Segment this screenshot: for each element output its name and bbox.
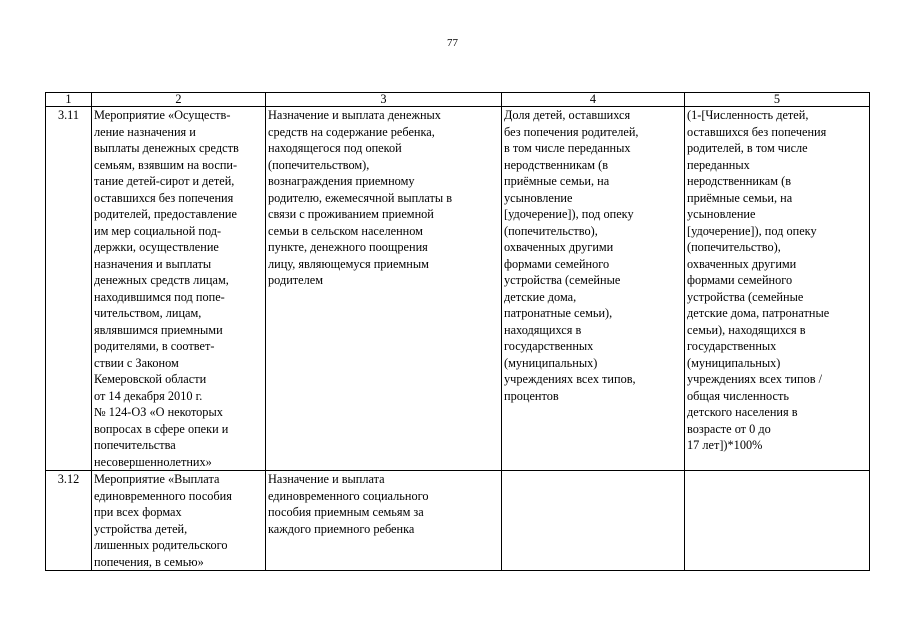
row-number: 3.12 — [46, 471, 92, 571]
indicator-cell — [502, 471, 685, 571]
column-header-5: 5 — [685, 93, 870, 107]
column-header-4: 4 — [502, 93, 685, 107]
table-row — [46, 471, 870, 571]
event-content-cell: Назначение и выплата единовременного социального пособия приемным семьям за каждого приемного ребенка — [266, 471, 502, 571]
table-header-row — [46, 93, 870, 107]
event-name-cell: Мероприятие «Осуществ- ление назначения и выплаты денежных средств семьям, взявшим на воспи- тание детей-сирот и детей, оставшихся без попечения родителей, предоставление им мер социальной под- держки, осуществление назначения и выплаты денежных средств лицам, находившимся под попе- чительством, лицам, являвшимся приемными родителями, в соответ- ствии с Законом Кемеровской области от 14 декабря 2010 г. № 124-ОЗ «О некоторых вопросах в сфере опеки и попечительства несовершеннолетних» — [92, 107, 266, 471]
event-content-cell: Назначение и выплата денежных средств на содержание ребенка, находящегося под опекой (попечительством), вознаграждения приемному родителю, ежемесячной выплаты в связи с проживанием приемной семьи в сельском населенном пункте, денежного поощрения лицу, являющемуся приемным родителем — [266, 107, 502, 471]
formula-cell — [685, 471, 870, 571]
formula-cell: (1-[Численность детей, оставшихся без попечения родителей, в том числе переданных неродственникам (в приёмные семьи, на усыновление [удочерение]), под опеку (попечительство), охваченных другими формами семейного устройства (семейные детские дома, патронатные семьи), находящихся в государственных (муниципальных) учреждениях всех типов / общая численность детского населения в возрасте от 0 до 17 лет])*100% — [685, 107, 870, 471]
row-number: 3.11 — [46, 107, 92, 471]
page-number: 77 — [447, 37, 458, 49]
indicator-cell: Доля детей, оставшихся без попечения родителей, в том числе переданных неродственникам (в приёмные семьи, на усыновление [удочерение]), под опеку (попечительство), охваченных другими формами семейного устройства (семейные детские дома, патронатные семьи), находящихся в государственных (муниципальных) учреждениях всех типов, процентов — [502, 107, 685, 471]
column-header-2: 2 — [92, 93, 266, 107]
table-row — [46, 107, 870, 471]
column-header-3: 3 — [266, 93, 502, 107]
column-header-1: 1 — [46, 93, 92, 107]
program-table — [45, 92, 870, 571]
event-name-cell: Мероприятие «Выплата единовременного пособия при всех формах устройства детей, лишенных родительского попечения, в семью» — [92, 471, 266, 571]
